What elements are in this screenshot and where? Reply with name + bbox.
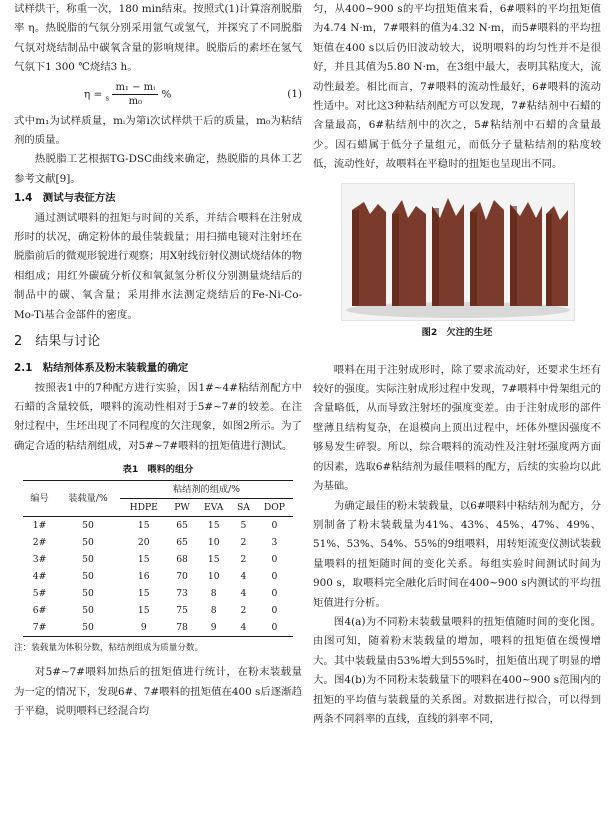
table-cell: 50 [82, 571, 94, 583]
table-header-sa: SA [231, 499, 256, 517]
table-cell: 75 [176, 605, 188, 617]
table-cell: 10 [207, 537, 220, 549]
table-cell: 2 [240, 554, 247, 566]
table-cell: 0 [271, 588, 278, 600]
table-cell: 3 [271, 537, 278, 549]
table-cell: 16 [137, 571, 150, 583]
table-row [23, 568, 293, 585]
table-cell: 50 [82, 554, 94, 566]
table-cell: 0 [271, 554, 278, 566]
table-cell: 5 [240, 520, 247, 532]
equation-unit: % [161, 88, 172, 101]
paragraph-binder-system: 按照表1中的7种配方进行实验，因1#~4#粘结剂配方中石蜡的含量较低，喂料的流动性相对于5#~7#的较差。在注射过程中，生坯出现了不同程度的欠注现象，如图2所示。为了确定合适的粘结剂组成，对5#~7#喂料的扭矩值进行测试。 [14, 381, 302, 452]
table-cell: 15 [207, 554, 220, 566]
table-cell: 2 [240, 605, 247, 617]
table-header-eva: EVA [197, 499, 231, 517]
paragraph-intro: 试样烘干，称重一次，180 min结束。按照式(1)计算溶剂脱脂率 η。热脱脂的气氛分别采用氩气或氢气，并探究了不同脱脂气氛对烧结制品中碳氧含量的影响规律。脱脂后的素坯在氢气气氛下1 300 ℃烧结3 h。 [14, 3, 302, 74]
table-cell: 2# [32, 537, 47, 549]
table-cell: 70 [176, 571, 188, 583]
section-heading-2-1: 2.1 粘结剂体系及粉末装载量的确定 [14, 362, 189, 375]
table-cell: 6# [32, 605, 47, 617]
table-cell: 65 [176, 520, 188, 532]
table-cell: 7# [23, 619, 56, 637]
paragraph-powder-loading: 为确定最佳的粉末装载量，以6#喂料中粘结剂为配方，分别制备了粉末装载量为41%、43%、45%、47%、49%、51%、53%、54%、55%的9组喂料，用转矩流变仪测试装载量喂料的扭矩随时间的变化关系。每组实验时间测试时间为900 s，取喂料完全融化后时间在400~900 s内测试的平均扭矩值进行分析。 [313, 499, 601, 609]
section-heading-2: 2 结果与讨论 [14, 334, 101, 350]
table-cell: 15 [207, 520, 220, 532]
table-row [23, 602, 293, 619]
table-cell: 50 [82, 537, 94, 549]
table-row [23, 517, 293, 535]
equation-number: (1) [287, 87, 302, 100]
table-cell: 4 [231, 619, 256, 637]
table-row [23, 551, 293, 568]
table-cell: 50 [82, 520, 94, 532]
table-cell: 4 [240, 571, 247, 583]
table-cell: 20 [137, 537, 150, 549]
table-cell: 10 [207, 571, 220, 583]
table-cell: 50 [82, 588, 94, 600]
table-cell: 1# [32, 520, 47, 532]
table-header-pw: PW [168, 499, 197, 517]
table-cell: 4 [240, 588, 247, 600]
table-cell: 15 [137, 605, 150, 617]
paragraph-thermal-debinding: 热脱脂工艺根据TG-DSC曲线来确定，热脱脂的具体工艺参考文献[9]。 [14, 153, 302, 185]
table-cell: 9 [120, 619, 168, 637]
table-header-loading: 装载量/% [56, 481, 120, 517]
table-cell: 73 [176, 588, 188, 600]
table-row [23, 585, 293, 602]
paragraph-figure-4: 图4(a)为不同粉末装载量喂料的扭矩值随时间的变化图。由图可知，随着粉末装载量的增加，喂料的扭矩值在缓慢增大。其中装载量由53%增大到55%时，扭矩值出现了明显的增大。图4(b)为不同粉末装载量下的喂料在400~900 s范围内的扭矩的平均值与装载量的关系图。对数据进行拟合，可以得到两条不同斜率的直线，直线的斜率不同， [313, 615, 601, 725]
table-cell: 8 [210, 588, 217, 600]
table-cell: 9 [197, 619, 231, 637]
equation-body [84, 81, 171, 108]
table-cell: 0 [271, 520, 278, 532]
table-cell: 3# [32, 554, 47, 566]
table-cell: 65 [176, 537, 188, 549]
table-cell: 15 [137, 554, 150, 566]
equation-lhs-sub: s [105, 94, 110, 103]
table-1-note: 注：装载量为体积分数，粘结剂组成为质量分数。 [14, 643, 204, 654]
table-row [23, 534, 293, 551]
table-1-feedstock-composition [23, 480, 293, 637]
table-cell: 15 [137, 588, 150, 600]
paragraph-torque-continued: 匀，从400~900 s的平均扭矩值来看，6#喂料的平均扭矩值为4.74 N·m，7#喂料的值为4.32 N·m，而5#喂料的平均扭矩值在400 s以后仍旧波动较大，说明喂料的均匀性并不是很好，并且其值为5.80 N·m，在3组中最大，表明其粘度大，流动性最差。相比而言，7#喂料的流动性最好，6#喂料的流动性适中。对比这3种粘结剂配方可以发现，7#粘结剂中石蜡的含量最高，6#粘结剂中的次之，5#粘结剂中石蜡的含量最少。因石蜡属于低分子量组元，而低分子量粘结剂的粘度较低，流动性好，故喂料在平稳时的扭矩也呈现出不同。 [313, 3, 601, 171]
table-row [23, 619, 293, 637]
table-header-hdpe: HDPE [120, 499, 168, 517]
table-cell: 50 [56, 619, 120, 637]
paragraph-strength: 喂料在用于注射成形时，除了要求流动好，还要求生坯有较好的强度。实际注射成形过程中发现，7#喂料中骨架组元的含量略低，从而导致注射坯的强度变差。由于注射成形的部件壁薄且结构复杂，在退模向上顶出过程中，坯体外壁因强度不够易发生碎裂。所以，综合喂料的流动性及注射坯强度两方面的因素，选取6#粘结剂为最佳喂料的配方，后续的实验均以此为基础。 [313, 363, 601, 493]
table-header-id: 编号 [23, 481, 56, 517]
paragraph-test-methods: 通过测试喂料的扭矩与时间的关系，并结合喂料在注射成形时的状况，确定粉体的最佳装载量；用扫描电镜对注射坯在脱脂前后的微观形貌进行观察；用X射线衍射仪测试烧结体的物相组成；用红外碳硫分析仪和氧氮氢分析仪分别测量烧结后的制品中的碳、氧含量；采用排水法测定烧结后的Fe-Ni-Co-Mo-Ti基合金部件的密度。 [14, 211, 302, 321]
table-cell: 4# [32, 571, 47, 583]
paragraph-formula-desc: 式中m₁为试样质量，mᵢ为第i次试样烘干后的质量，m₀为粘结剂的质量。 [14, 114, 302, 147]
table-header-dop: DOP [256, 499, 293, 517]
left-column [14, 0, 302, 721]
equation-denominator: m₀ [128, 96, 143, 108]
table-1-caption: 表1 喂料的组分 [122, 464, 194, 476]
paragraph-torque-stats: 对5#~7#喂料加热后的扭矩值进行统计，在粉末装载量为一定的情况下，发现6#、7#喂料的扭矩值在400 s后逐渐趋于平稳，说明喂料已经混合均 [14, 666, 302, 717]
table-cell: 2 [240, 537, 247, 549]
equation-1 [14, 78, 302, 112]
equation-numerator: m₁ − mᵢ [112, 81, 158, 95]
figure-2-caption: 图2 欠注的生坯 [421, 326, 493, 338]
table-cell: 50 [82, 605, 94, 617]
table-header-binder-group: 粘结剂的组成/% [120, 481, 293, 499]
table-cell: 0 [256, 619, 293, 637]
figure-2-photo [341, 183, 575, 321]
table-cell: 0 [271, 571, 278, 583]
equation-lhs: η = [84, 88, 106, 101]
table-cell: 15 [137, 520, 150, 532]
table-cell: 5# [32, 588, 47, 600]
right-column [313, 0, 601, 729]
section-heading-1-4: 1.4 测试与表征方法 [14, 192, 116, 205]
equation-fraction [112, 81, 158, 108]
short-shot-green-parts-image [342, 184, 574, 320]
table-cell: 0 [271, 605, 278, 617]
table-cell: 8 [210, 605, 217, 617]
table-cell: 68 [176, 554, 188, 566]
table-cell: 78 [168, 619, 197, 637]
